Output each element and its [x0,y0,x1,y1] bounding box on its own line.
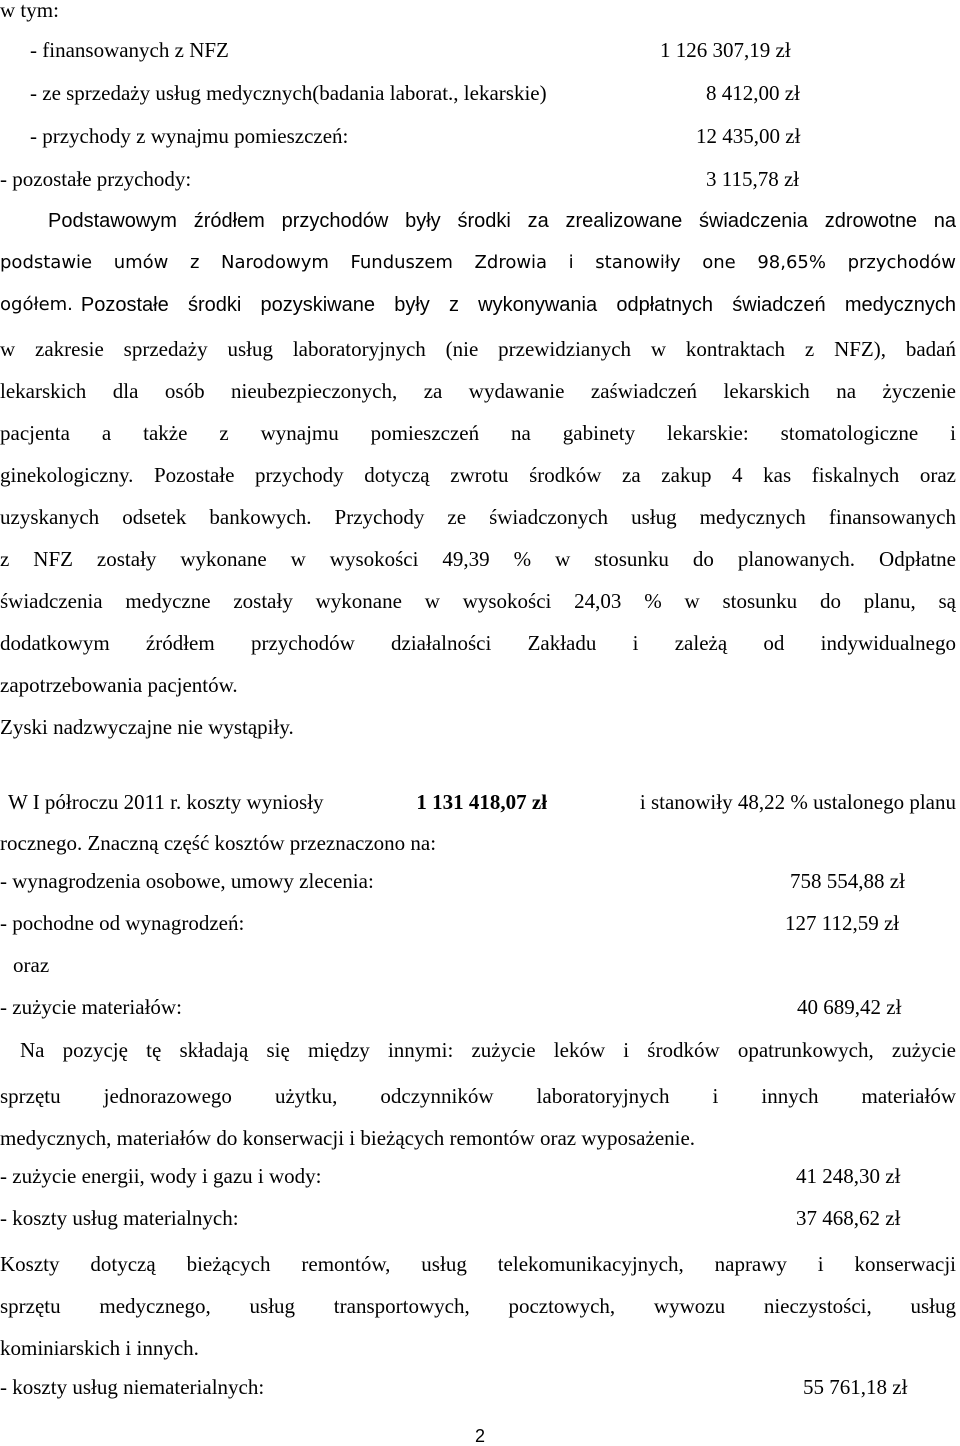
revenue-header: w tym: [0,0,59,22]
page-number: 2 [474,1426,485,1446]
paragraph1-line10: świadczenia medyczne zostały wykonane w wysokości 24,03 % w stosunku do planu, są [0,589,956,613]
costs-total-value: 1 131 418,07 zł [416,790,548,814]
revenue-item-sales-value: 8 412,00 zł [706,81,800,105]
paragraph1-line11: dodatkowym źródłem przychodów działalności Zakładu i zależą od indywidualnego [0,631,956,655]
cost-item-energy-label: - zużycie energii, wody i gazu i wody: [0,1164,322,1188]
revenue-item-rent-value: 12 435,00 zł [696,124,801,148]
revenue-item-rent-label: - przychody z wynajmu pomieszczeń: [30,124,349,148]
cost-item-nonmaterial-label: - koszty usług niematerialnych: [0,1375,265,1399]
cost-item-materials-label: - zużycie materiałów: [0,995,182,1019]
cost-item-energy-value: 41 248,30 zł [796,1164,901,1188]
revenue-item-other-value: 3 115,78 zł [706,167,800,191]
cost-item-derivatives-value: 127 112,59 zł [785,911,900,935]
paragraph1-line5: lekarskich dla osób nieubezpieczonych, za wydawanie zaświadczeń lekarskich na życzenie [0,379,956,403]
paragraph1-last-line: zapotrzebowania pacjentów. [0,673,238,697]
materials-note-line3: medycznych, materiałów do konserwacji i bieżących remontów oraz wyposażenie. [0,1126,696,1150]
paragraph1-line3-rest: Pozostałe środki pozyskiwane były z wykonywania odpłatnych świadczeń medycznych [80,294,956,316]
paragraph1-line1: Podstawowym źródłem przychodów były środki za zrealizowane świadczenia zdrowotne na [48,210,956,232]
cost-item-material-services-label: - koszty usług materialnych: [0,1206,239,1230]
costs-intro-line1 [8,786,956,818]
cost-item-salaries-label: - wynagrodzenia osobowe, umowy zlecenia: [0,869,374,893]
cost-item-material-services-value: 37 468,62 zł [796,1206,901,1230]
paragraph1-line2: podstawie umów z Narodowym Funduszem Zdrowia i stanowiły one 98,65% przychodów [0,252,956,273]
cost-item-salaries-value: 758 554,88 zł [790,869,905,893]
costs-oraz: oraz [13,953,50,977]
revenue-item-other-label: - pozostałe przychody: [0,167,192,191]
extraordinary-profits-note: Zyski nadzwyczajne nie wystąpiły. [0,715,294,739]
materials-note-line2: sprzętu jednorazowego użytku, odczynników laboratoryjnych i innych materiałów [0,1084,956,1108]
paragraph1-line3 [0,294,956,317]
paragraph1-line7: ginekologiczny. Pozostałe przychody dotyczą zwrotu środków za zakup 4 kas fiskalnych oraz [0,463,956,487]
services-note-line3: kominiarskich i innych. [0,1336,199,1360]
services-note-line1: Koszty dotyczą bieżących remontów, usług telekomunikacyjnych, naprawy i konserwacji [0,1252,956,1276]
costs-intro-before: W I półroczu 2011 r. koszty wyniosły [8,790,324,814]
paragraph1-line9: z NFZ zostały wykonane w wysokości 49,39 % w stosunku do planowanych. Odpłatne [0,547,956,571]
costs-intro-after: i stanowiły 48,22 % ustalonego planu [639,790,956,814]
materials-note-line1: Na pozycję tę składają się między innymi: zużycie leków i środków opatrunkowych, zużycie [20,1038,956,1062]
revenue-item-nfz-label: - finansowanych z NFZ [30,38,229,62]
revenue-item-sales-label: - ze sprzedaży usług medycznych(badania laborat., lekarskie) [30,81,547,105]
cost-item-nonmaterial-value: 55 761,18 zł [803,1375,908,1399]
paragraph1-line8: uzyskanych odsetek bankowych. Przychody ze świadczonych usług medycznych finansowanych [0,505,956,529]
paragraph1-line6: pacjenta a także z wynajmu pomieszczeń na gabinety lekarskie: stomatologiczne i [0,421,956,445]
cost-item-materials-value: 40 689,42 zł [797,995,902,1019]
paragraph1-line4: w zakresie sprzedaży usług laboratoryjnych (nie przewidzianych w kontraktach z NFZ), badań [0,337,956,361]
services-note-line2: sprzętu medycznego, usług transportowych, pocztowych, wywozu nieczystości, usług [0,1294,956,1318]
paragraph1-line3-start: ogółem. [0,294,73,315]
costs-intro-line2: rocznego. Znaczną część kosztów przeznaczono na: [0,831,437,855]
revenue-item-nfz-value: 1 126 307,19 zł [660,38,791,62]
cost-item-derivatives-label: - pochodne od wynagrodzeń: [0,911,245,935]
